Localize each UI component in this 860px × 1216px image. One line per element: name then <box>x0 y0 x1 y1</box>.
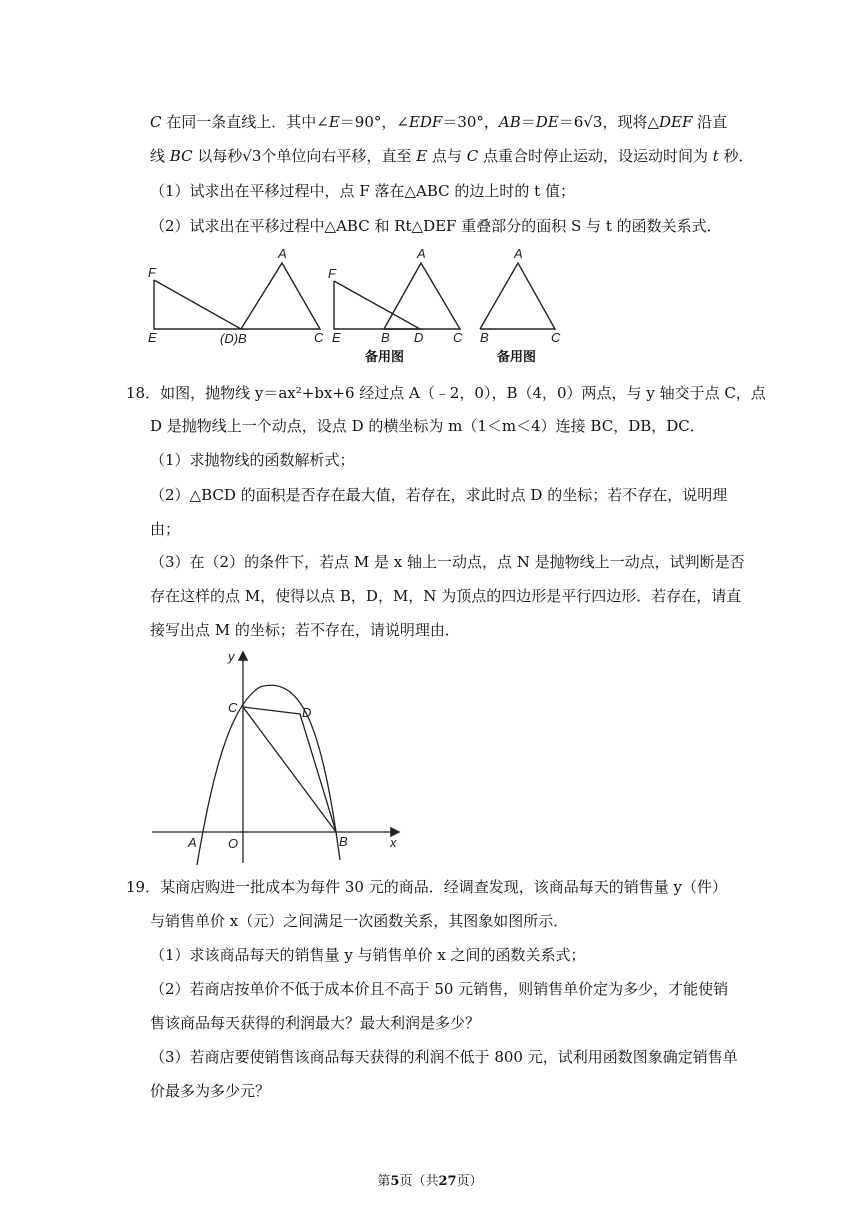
q17-text: DEF <box>658 113 693 131</box>
label-A3: A <box>514 246 523 261</box>
q17-text: ，现将△ <box>602 113 659 131</box>
q17-text: 以每秒√3个单位向右平移，直至 <box>192 147 417 165</box>
q17-text: C <box>466 147 479 165</box>
q19-part2-a: （2）若商店按单价不低于成本价且不高于 50 元销售，则销售单价定为多少，才能使销 <box>150 980 729 998</box>
point-label-A: A <box>188 835 197 850</box>
label-E2: E <box>332 330 341 345</box>
q17-text: E <box>416 147 428 165</box>
label-C2: C <box>453 330 463 345</box>
label-F2: F <box>328 266 336 281</box>
label-F1: F <box>148 265 156 280</box>
q18-part2-b: 由； <box>150 520 181 538</box>
page-footer <box>0 1170 860 1189</box>
label-E1: E <box>148 330 157 345</box>
footer-total-pages: 27 <box>438 1174 457 1189</box>
q17-text: 沿直 <box>692 113 728 131</box>
axis-label-y: y <box>228 649 235 664</box>
point-label-O: O <box>228 836 239 851</box>
q18-part3-a: （3）在（2）的条件下，若点 M 是 x 轴上一动点，点 N 是抛物线上一动点，试判断是否 <box>150 553 745 571</box>
q17-text: C <box>150 113 162 131</box>
label-D2: D <box>414 330 424 345</box>
q17-part1: （1）试求出在平移过程中，点 F 落在△ABC 的边上时的 t 值； <box>150 182 575 200</box>
caption-spare-1: 备用图 <box>365 349 405 364</box>
q17-text: ＝90°，∠ <box>339 113 409 131</box>
triangle-def-1 <box>154 280 241 329</box>
label-DB1: (D)B <box>220 331 247 346</box>
q19-part1: （1）求该商品每天的销售量 y 与销售单价 x 之间的函数关系式； <box>150 946 586 964</box>
label-A1: A <box>278 246 287 261</box>
footer-page-number: 5 <box>390 1174 400 1189</box>
q19-part3-b: 价最多为多少元？ <box>150 1082 271 1100</box>
q17-text: E <box>328 113 340 131</box>
q18-part3-c: 接写出点 M 的坐标；若不存在，请说明理由． <box>150 621 460 639</box>
q17-text: 在同一条直线上．其中∠ <box>161 113 329 131</box>
q17-text: BC <box>169 147 193 165</box>
q19-line2: 与销售单价 x（元）之间满足一次函数关系，其图象如图所示． <box>150 912 569 930</box>
q18-part2-a: （2）△BCD 的面积是否存在最大值，若存在，求此时点 D 的坐标；若不存在，说明理 <box>150 486 728 504</box>
q17-part2: （2）试求出在平移过程中△ABC 和 Rt△DEF 重叠部分的面积 S 与 t 的函数关系式． <box>150 217 722 235</box>
q17-line1 <box>150 112 727 132</box>
triangle-abc-2 <box>384 263 460 329</box>
q17-text: DE <box>535 113 559 131</box>
label-A2: A <box>417 246 426 261</box>
label-C1: C <box>314 330 324 345</box>
footer-text: 页） <box>456 1174 483 1189</box>
q17-text: EDF <box>408 113 443 131</box>
q18-part1: （1）求抛物线的函数解析式； <box>150 451 355 469</box>
axis-label-x: x <box>390 835 397 850</box>
q17-text: AB <box>498 113 521 131</box>
q17-text: ＝6√3 <box>558 113 603 131</box>
label-B3: B <box>480 330 489 345</box>
point-label-B: B <box>339 834 348 849</box>
footer-text: 第 <box>377 1174 391 1189</box>
triangle-bcd <box>243 707 336 832</box>
q18-parabola-graph <box>140 645 420 870</box>
point-label-C: C <box>228 700 238 715</box>
point-label-D: D <box>302 705 312 720</box>
q17-text: 点重合时停止运动，设运动时间为 <box>478 147 713 165</box>
q17-text: 秒． <box>718 147 754 165</box>
q18-line2: D 是抛物线上一个动点，设点 D 的横坐标为 m（1＜m＜4）连接 BC，DB，DC． <box>150 417 705 435</box>
triangle-abc-3 <box>480 263 555 329</box>
triangle-abc-1 <box>241 263 320 329</box>
q17-text: 线 <box>150 147 170 165</box>
q19-part2-b: 售该商品每天获得的利润最大？最大利润是多少？ <box>150 1014 481 1032</box>
q19-part3-a: （3）若商店要使销售该商品每天获得的利润不低于 800 元，试利用函数图象确定销售单 <box>150 1048 738 1066</box>
footer-text: 页（共 <box>399 1174 439 1189</box>
q18-part3-b: 存在这样的点 M，使得以点 B，D，M，N 为顶点的四边形是平行四边形．若存在，请直 <box>150 587 742 605</box>
q19-line1: 19．某商店购进一批成本为每件 30 元的商品．经调查发现，该商品每天的销售量 y（件） <box>126 878 727 896</box>
q18-line1: 18．如图，抛物线 y＝ax²+bx+6 经过点 A（﹣2，0），B（4，0）两点，与 y 轴交于点 C，点 <box>126 384 766 402</box>
caption-spare-2: 备用图 <box>497 349 537 364</box>
q17-text: ＝ <box>520 113 536 131</box>
q17-text: ＝30°， <box>442 113 499 131</box>
q17-line2 <box>150 146 754 166</box>
label-B2: B <box>381 330 390 345</box>
label-C3: C <box>551 330 561 345</box>
q17-text: t <box>712 147 719 165</box>
q17-text: 点与 <box>427 147 467 165</box>
